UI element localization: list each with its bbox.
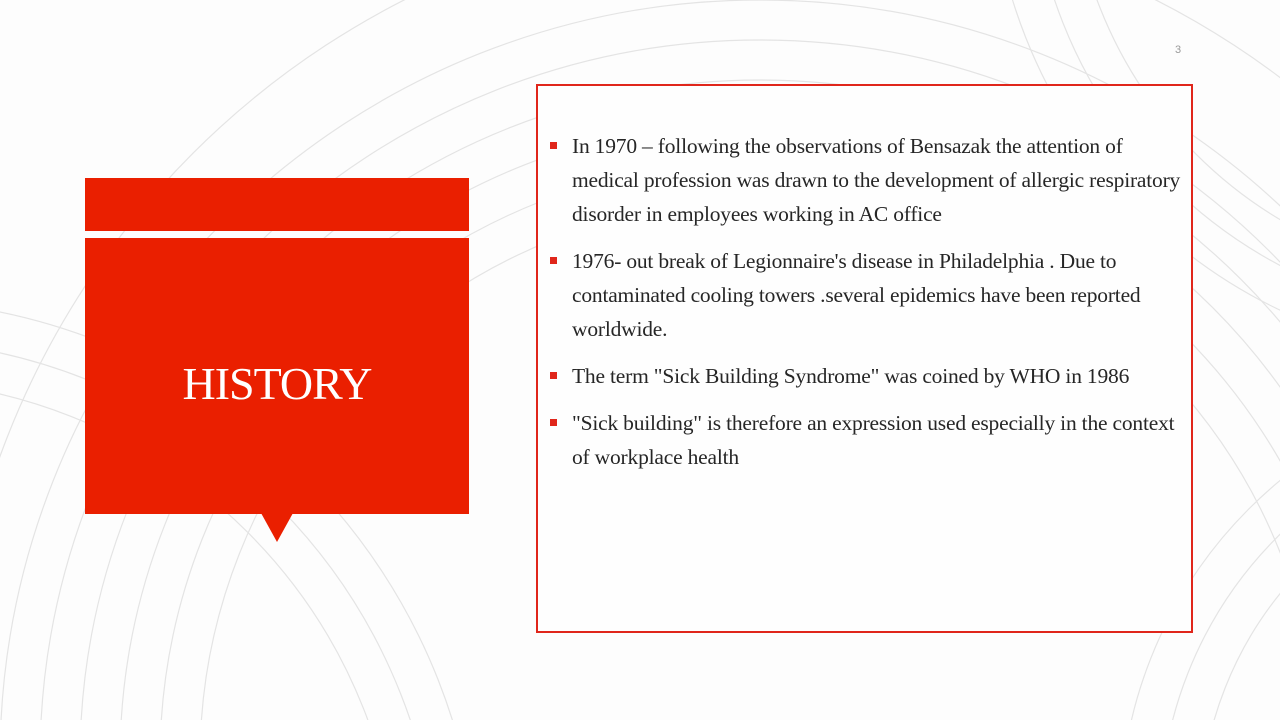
bullet-square-icon bbox=[550, 142, 557, 149]
bullet-list bbox=[546, 129, 1186, 487]
content-box bbox=[536, 84, 1193, 633]
bullet-item bbox=[546, 406, 1186, 474]
callout-pointer bbox=[261, 513, 293, 542]
slide-title: HISTORY bbox=[182, 357, 372, 409]
bullet-text: In 1970 – following the observations of Bensazak the attention of medical profession was drawn to the development of allergic respiratory disorder in employees working in AC office bbox=[572, 134, 1181, 226]
title-accent-bar bbox=[85, 178, 469, 231]
bullet-item bbox=[546, 244, 1186, 346]
bullet-item bbox=[546, 129, 1186, 231]
bullet-text: "Sick building" is therefore an expression used especially in the context of workplace health bbox=[572, 411, 1175, 469]
bullet-item bbox=[546, 359, 1186, 393]
bullet-text: 1976- out break of Legionnaire's disease in Philadelphia . Due to contaminated cooling towers .several epidemics have been reported worldwide. bbox=[572, 249, 1141, 341]
title-callout bbox=[85, 238, 469, 514]
bullet-square-icon bbox=[550, 419, 557, 426]
bullet-text: The term "Sick Building Syndrome" was coined by WHO in 1986 bbox=[572, 364, 1130, 388]
bullet-square-icon bbox=[550, 372, 557, 379]
slide-number: 3 bbox=[1174, 44, 1182, 56]
bullet-square-icon bbox=[550, 257, 557, 264]
